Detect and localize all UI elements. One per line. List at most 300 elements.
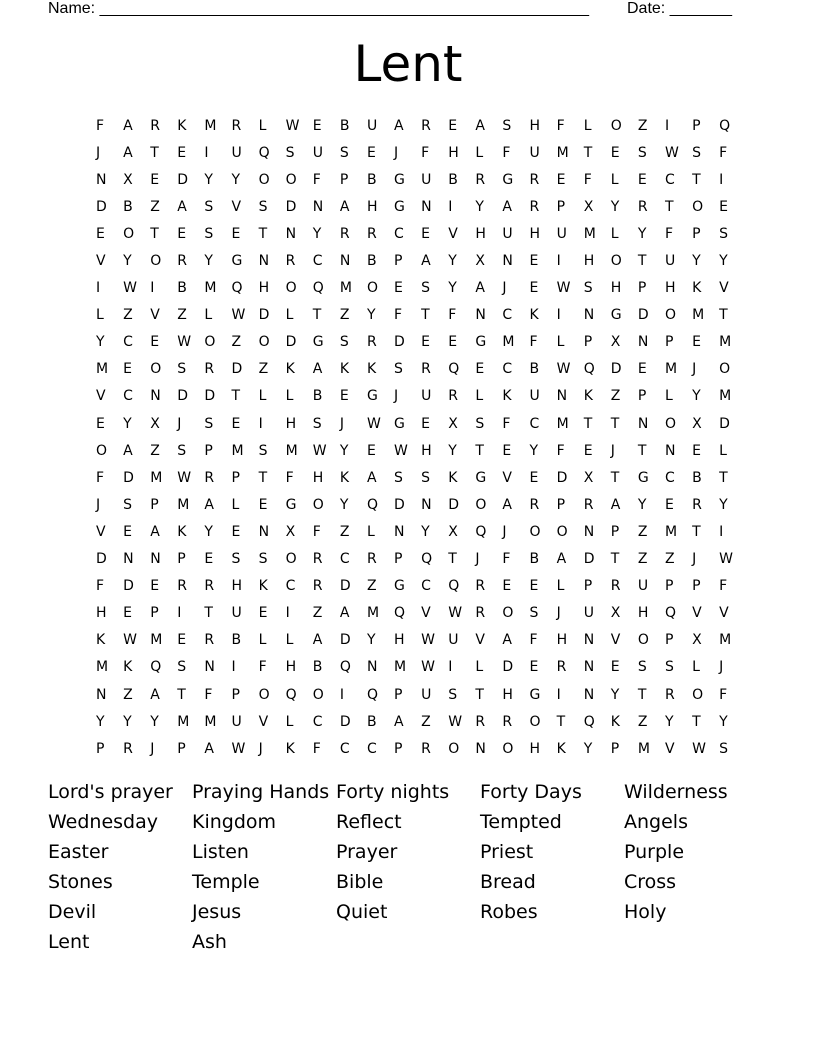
grid-letter: H: [556, 632, 568, 649]
grid-letter: U: [312, 144, 323, 161]
grid-letter: E: [421, 415, 430, 432]
grid-letter: T: [664, 198, 674, 215]
grid-letter: T: [637, 442, 647, 459]
grid-letter: W: [231, 740, 246, 757]
grid-letter: Q: [475, 523, 487, 540]
grid-letter: Z: [150, 198, 160, 215]
grid-letter: R: [312, 551, 323, 568]
grid-letter: J: [150, 740, 155, 757]
grid-letter: Q: [285, 686, 297, 703]
grid-letter: E: [150, 334, 160, 351]
grid-letter: E: [123, 361, 132, 378]
grid-letter: L: [583, 117, 592, 134]
grid-letter: P: [692, 117, 701, 134]
grid-letter: Z: [231, 334, 242, 351]
word-list-item: Stones: [48, 871, 113, 893]
grid-letter: T: [583, 415, 593, 432]
grid-letter: C: [123, 388, 133, 405]
grid-letter: Z: [123, 686, 133, 703]
grid-letter: M: [96, 361, 109, 378]
grid-letter: R: [421, 740, 431, 757]
grid-letter: M: [177, 713, 190, 730]
grid-row: [96, 166, 746, 193]
grid-letter: Q: [150, 659, 162, 676]
grid-letter: M: [719, 334, 732, 351]
grid-letter: S: [258, 198, 268, 215]
grid-letter: I: [556, 686, 561, 703]
grid-letter: F: [529, 632, 538, 649]
word-list-item: Kingdom: [192, 811, 277, 833]
grid-letter: Q: [583, 361, 595, 378]
grid-letter: E: [421, 225, 430, 242]
grid-letter: Z: [421, 713, 431, 730]
grid-letter: P: [637, 280, 647, 297]
grid-letter: E: [177, 225, 187, 242]
grid-letter: C: [312, 713, 323, 730]
grid-letter: G: [394, 198, 405, 215]
grid-letter: P: [150, 605, 159, 622]
grid-letter: E: [177, 144, 187, 161]
grid-letter: S: [285, 144, 295, 161]
grid-letter: B: [177, 280, 187, 297]
grid-letter: Y: [583, 740, 593, 757]
grid-letter: O: [719, 361, 731, 378]
letter-grid: [96, 112, 746, 762]
grid-letter: F: [502, 551, 511, 568]
grid-letter: G: [394, 415, 405, 432]
grid-letter: P: [96, 740, 105, 757]
grid-letter: L: [285, 307, 294, 324]
grid-letter: C: [123, 334, 133, 351]
grid-letter: Q: [366, 686, 378, 703]
grid-letter: A: [204, 740, 214, 757]
grid-letter: W: [448, 713, 463, 730]
word-list-item: Ash: [192, 931, 227, 953]
grid-letter: J: [177, 415, 182, 432]
grid-letter: Y: [366, 632, 376, 649]
grid-letter: M: [177, 496, 190, 513]
grid-letter: S: [637, 144, 647, 161]
grid-letter: Z: [637, 117, 648, 134]
grid-letter: O: [312, 496, 324, 513]
grid-letter: S: [204, 198, 214, 215]
grid-letter: W: [285, 117, 300, 134]
grid-letter: K: [583, 388, 593, 405]
grid-letter: U: [583, 605, 594, 622]
word-list: [48, 780, 768, 954]
grid-letter: E: [96, 415, 105, 432]
grid-letter: A: [204, 496, 214, 513]
grid-letter: U: [421, 686, 432, 703]
grid-row: [96, 491, 746, 518]
grid-letter: G: [502, 171, 514, 188]
grid-row: [96, 139, 746, 166]
grid-letter: V: [96, 253, 106, 270]
grid-letter: O: [285, 280, 297, 297]
grid-letter: C: [664, 469, 675, 486]
grid-letter: Z: [366, 578, 377, 595]
grid-letter: N: [475, 307, 486, 324]
grid-letter: Y: [339, 496, 349, 513]
grid-letter: F: [556, 442, 565, 459]
grid-letter: K: [285, 361, 295, 378]
grid-letter: D: [637, 307, 649, 324]
grid-letter: M: [719, 388, 732, 405]
grid-row: [96, 573, 746, 600]
grid-letter: S: [394, 469, 403, 486]
grid-letter: D: [96, 551, 107, 568]
grid-letter: Y: [719, 496, 728, 513]
grid-letter: L: [664, 388, 673, 405]
grid-letter: U: [556, 225, 567, 242]
grid-letter: J: [692, 551, 697, 568]
grid-letter: Q: [258, 144, 270, 161]
grid-letter: H: [610, 280, 622, 297]
grid-letter: G: [394, 578, 405, 595]
grid-letter: Q: [421, 551, 433, 568]
grid-letter: H: [421, 442, 432, 459]
word-list-item: Wednesday: [48, 811, 159, 833]
grid-letter: P: [692, 225, 701, 242]
grid-letter: X: [610, 605, 621, 622]
grid-letter: N: [583, 523, 595, 540]
grid-row: [96, 302, 746, 329]
grid-letter: T: [692, 523, 701, 540]
grid-letter: C: [366, 740, 377, 757]
grid-letter: O: [502, 605, 514, 622]
grid-letter: E: [150, 578, 160, 595]
grid-row: [96, 356, 746, 383]
grid-letter: U: [231, 605, 242, 622]
grid-letter: F: [502, 144, 511, 161]
grid-letter: O: [258, 171, 270, 188]
grid-letter: O: [610, 253, 622, 270]
grid-letter: N: [421, 198, 432, 215]
grid-letter: D: [96, 198, 107, 215]
grid-letter: R: [231, 117, 242, 134]
grid-letter: M: [556, 144, 569, 161]
grid-letter: U: [366, 117, 378, 134]
grid-letter: K: [556, 740, 566, 757]
grid-letter: D: [448, 496, 459, 513]
grid-letter: S: [719, 225, 729, 242]
grid-letter: S: [339, 144, 349, 161]
grid-letter: O: [529, 713, 541, 730]
grid-letter: R: [529, 496, 540, 513]
grid-letter: T: [692, 713, 701, 730]
grid-letter: V: [96, 523, 106, 540]
grid-letter: A: [339, 605, 350, 622]
grid-letter: V: [664, 740, 675, 757]
grid-letter: G: [529, 686, 541, 703]
grid-letter: K: [96, 632, 106, 649]
grid-letter: V: [421, 605, 431, 622]
grid-letter: X: [448, 415, 458, 432]
grid-letter: E: [339, 388, 349, 405]
grid-letter: L: [204, 307, 213, 324]
grid-letter: S: [421, 469, 431, 486]
grid-letter: T: [231, 388, 241, 405]
grid-row: [96, 627, 746, 654]
grid-letter: W: [177, 334, 192, 351]
grid-letter: C: [339, 740, 350, 757]
grid-letter: J: [258, 740, 263, 757]
grid-letter: N: [366, 659, 378, 676]
grid-letter: E: [529, 469, 539, 486]
grid-letter: N: [204, 659, 215, 676]
grid-letter: P: [177, 740, 186, 757]
grid-letter: Q: [664, 605, 676, 622]
grid-letter: H: [664, 280, 676, 297]
grid-letter: D: [583, 551, 595, 568]
grid-letter: X: [583, 198, 594, 215]
grid-letter: M: [204, 117, 217, 134]
grid-letter: H: [312, 469, 324, 486]
grid-letter: D: [258, 307, 270, 324]
grid-letter: R: [475, 713, 486, 730]
grid-letter: K: [177, 523, 187, 540]
grid-letter: I: [96, 280, 101, 297]
grid-letter: I: [339, 686, 344, 703]
grid-letter: N: [312, 198, 324, 215]
grid-letter: T: [421, 307, 430, 324]
grid-letter: K: [366, 361, 377, 378]
grid-letter: E: [258, 496, 268, 513]
grid-letter: K: [448, 469, 458, 486]
grid-letter: M: [394, 659, 407, 676]
grid-letter: X: [285, 523, 296, 540]
grid-letter: S: [312, 415, 322, 432]
grid-letter: R: [204, 632, 215, 649]
grid-letter: Y: [150, 713, 159, 730]
grid-letter: E: [231, 415, 241, 432]
grid-letter: N: [285, 225, 297, 242]
grid-letter: C: [285, 578, 296, 595]
grid-letter: O: [529, 523, 541, 540]
grid-letter: E: [475, 361, 485, 378]
grid-letter: Y: [231, 171, 241, 188]
grid-letter: A: [502, 632, 512, 649]
grid-letter: O: [150, 361, 162, 378]
grid-letter: J: [475, 551, 480, 568]
grid-letter: I: [719, 171, 724, 188]
word-list-item: Reflect: [336, 811, 402, 833]
grid-letter: T: [583, 144, 593, 161]
grid-letter: V: [231, 198, 242, 215]
grid-letter: V: [258, 713, 269, 730]
word-list-item: Lord's prayer: [48, 781, 173, 803]
grid-letter: R: [475, 171, 486, 188]
word-list-item: Bread: [480, 871, 536, 893]
grid-letter: R: [692, 496, 702, 513]
grid-letter: K: [502, 388, 512, 405]
grid-letter: O: [150, 253, 162, 270]
grid-letter: E: [583, 442, 593, 459]
grid-letter: J: [394, 144, 399, 161]
word-list-item: Angels: [624, 811, 688, 833]
grid-letter: L: [258, 632, 267, 649]
grid-letter: P: [204, 442, 213, 459]
grid-letter: R: [475, 578, 486, 595]
grid-letter: Q: [231, 280, 243, 297]
grid-letter: U: [664, 253, 676, 270]
grid-letter: T: [475, 442, 484, 459]
grid-letter: S: [664, 659, 674, 676]
grid-letter: R: [204, 578, 215, 595]
grid-letter: Z: [123, 307, 133, 324]
grid-letter: G: [475, 334, 487, 351]
grid-letter: E: [448, 334, 458, 351]
grid-letter: O: [448, 740, 460, 757]
grid-letter: Z: [339, 307, 350, 324]
grid-letter: I: [177, 605, 182, 622]
grid-letter: L: [475, 659, 484, 676]
grid-letter: Y: [96, 334, 105, 351]
word-list-item: Forty nights: [336, 781, 450, 803]
grid-row: [96, 383, 746, 410]
grid-letter: X: [448, 523, 458, 540]
grid-letter: E: [610, 659, 620, 676]
grid-letter: O: [285, 171, 297, 188]
grid-letter: O: [285, 551, 297, 568]
grid-letter: D: [339, 632, 351, 649]
grid-letter: E: [312, 117, 322, 134]
grid-letter: R: [529, 198, 540, 215]
grid-letter: K: [610, 713, 620, 730]
grid-letter: J: [394, 388, 399, 405]
grid-letter: H: [448, 144, 459, 161]
grid-letter: Z: [637, 713, 648, 730]
grid-letter: N: [150, 388, 161, 405]
grid-letter: W: [556, 280, 571, 297]
grid-letter: K: [123, 659, 133, 676]
word-list-item: Jesus: [192, 901, 242, 923]
grid-letter: T: [312, 307, 322, 324]
grid-letter: S: [583, 280, 593, 297]
grid-letter: J: [339, 415, 344, 432]
grid-letter: M: [204, 713, 217, 730]
grid-letter: P: [664, 632, 674, 649]
grid-letter: M: [204, 280, 217, 297]
grid-letter: O: [610, 117, 622, 134]
grid-letter: T: [204, 605, 213, 622]
grid-row: [96, 681, 746, 708]
grid-letter: R: [556, 659, 567, 676]
word-list-item: Devil: [48, 901, 97, 923]
grid-letter: Y: [692, 253, 701, 270]
grid-letter: U: [502, 225, 513, 242]
grid-letter: E: [529, 253, 539, 270]
grid-letter: X: [475, 253, 485, 270]
grid-letter: M: [664, 523, 678, 540]
grid-row: [96, 220, 746, 247]
grid-letter: D: [285, 198, 297, 215]
word-list-item: Forty Days: [480, 781, 582, 803]
grid-letter: I: [150, 280, 155, 297]
grid-letter: S: [204, 415, 214, 432]
grid-letter: T: [556, 713, 566, 730]
grid-letter: V: [502, 469, 512, 486]
grid-letter: G: [231, 253, 243, 270]
grid-letter: Z: [664, 551, 675, 568]
grid-letter: M: [339, 280, 352, 297]
grid-letter: Y: [475, 198, 484, 215]
grid-letter: Z: [150, 442, 160, 459]
grid-letter: M: [366, 605, 380, 622]
grid-letter: X: [583, 469, 594, 486]
grid-letter: X: [610, 334, 621, 351]
grid-letter: N: [96, 686, 107, 703]
grid-letter: P: [177, 551, 186, 568]
grid-letter: T: [258, 225, 268, 242]
grid-letter: Y: [366, 307, 376, 324]
grid-letter: N: [583, 307, 595, 324]
grid-letter: D: [204, 388, 216, 405]
grid-letter: F: [204, 686, 213, 703]
grid-letter: L: [610, 171, 619, 188]
grid-letter: I: [719, 523, 724, 540]
grid-letter: P: [394, 740, 403, 757]
grid-letter: S: [231, 551, 241, 568]
grid-letter: B: [231, 632, 242, 649]
grid-letter: Q: [583, 713, 595, 730]
grid-letter: D: [556, 469, 568, 486]
word-list-item: Prayer: [336, 841, 398, 863]
grid-letter: B: [529, 361, 540, 378]
grid-letter: Y: [448, 280, 457, 297]
grid-letter: N: [123, 551, 134, 568]
grid-letter: O: [556, 523, 568, 540]
grid-letter: E: [529, 659, 539, 676]
grid-letter: T: [719, 307, 728, 324]
grid-letter: P: [583, 334, 593, 351]
grid-letter: C: [502, 307, 513, 324]
grid-letter: O: [258, 334, 270, 351]
grid-letter: Q: [448, 578, 460, 595]
grid-letter: S: [177, 361, 187, 378]
grid-letter: A: [123, 117, 133, 134]
grid-letter: Z: [312, 605, 323, 622]
grid-letter: A: [610, 496, 621, 513]
grid-letter: T: [475, 686, 484, 703]
grid-letter: N: [583, 659, 595, 676]
grid-letter: D: [394, 496, 405, 513]
grid-letter: D: [177, 388, 189, 405]
grid-letter: M: [583, 225, 596, 242]
grid-letter: G: [312, 334, 324, 351]
grid-letter: R: [637, 198, 648, 215]
grid-letter: F: [556, 117, 565, 134]
grid-letter: U: [637, 578, 649, 595]
grid-letter: G: [610, 307, 622, 324]
grid-letter: F: [96, 117, 105, 134]
grid-letter: R: [285, 253, 296, 270]
grid-row: [96, 735, 746, 762]
grid-letter: J: [610, 442, 615, 459]
grid-letter: W: [421, 659, 435, 676]
grid-letter: B: [529, 551, 540, 568]
grid-letter: R: [204, 361, 215, 378]
grid-letter: N: [258, 253, 270, 270]
grid-letter: U: [231, 144, 242, 161]
grid-letter: M: [150, 469, 163, 486]
grid-letter: M: [150, 632, 163, 649]
grid-letter: D: [394, 334, 405, 351]
grid-letter: P: [394, 551, 403, 568]
grid-letter: P: [150, 496, 159, 513]
grid-letter: G: [475, 469, 487, 486]
grid-letter: P: [339, 171, 349, 188]
